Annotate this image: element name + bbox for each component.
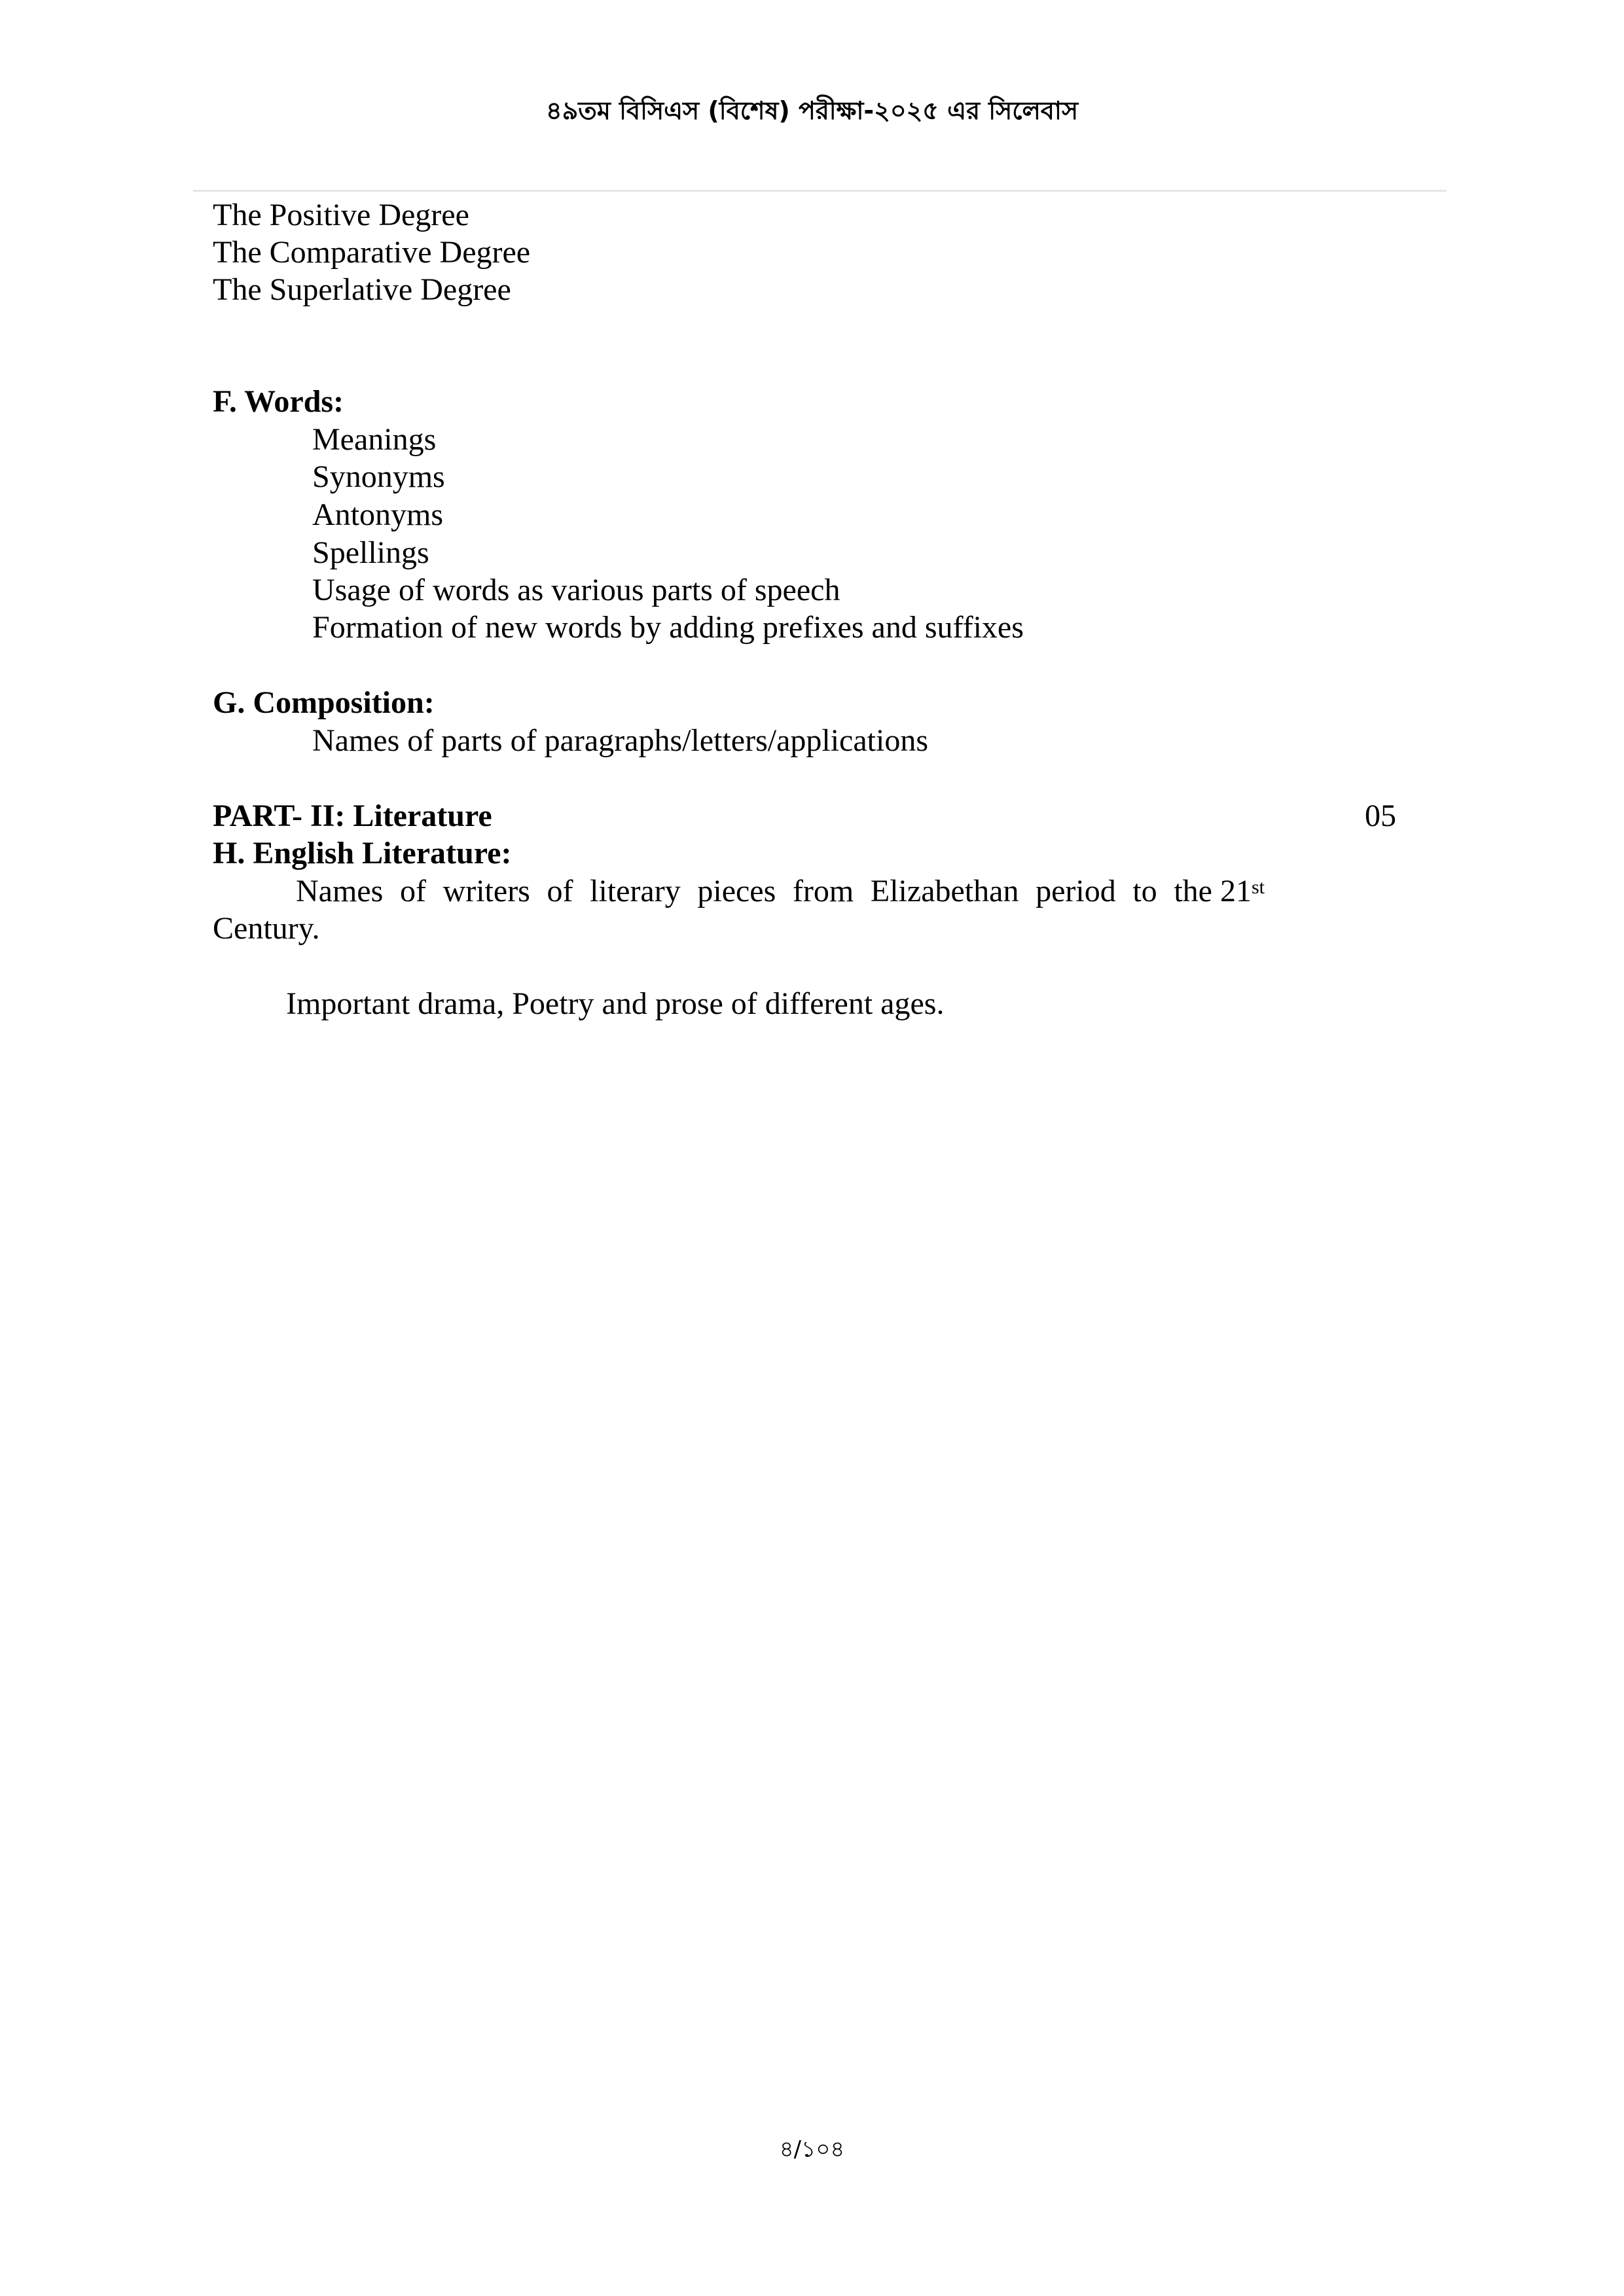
para-word: the — [1174, 874, 1212, 908]
part-two-marks: 05 — [1365, 798, 1396, 833]
para-word-ordinal — [1174, 872, 1265, 910]
part-two-heading: PART- II: Literature — [213, 798, 492, 833]
section-f-item-meanings: Meanings — [312, 422, 437, 457]
para-word: Elizabethan — [870, 874, 1019, 908]
section-f-heading: F. Words: — [213, 384, 344, 419]
section-h-heading: H. English Literature: — [213, 836, 512, 870]
section-g-heading: G. Composition: — [213, 685, 435, 720]
header-divider — [193, 190, 1447, 192]
para-word: pieces — [697, 874, 776, 908]
section-h-paragraph-line-1 — [296, 872, 1265, 910]
section-f-item-usage: Usage of words as various parts of speech — [312, 573, 840, 607]
section-f-item-antonyms: Antonyms — [312, 497, 444, 532]
degree-positive: The Positive Degree — [213, 198, 469, 232]
para-word: period — [1036, 874, 1116, 908]
para-word: from — [792, 874, 854, 908]
ordinal-number: 21 — [1219, 874, 1252, 908]
section-h-paragraph-2: Important drama, Poetry and prose of different ages. — [286, 986, 945, 1021]
section-f-item-synonyms: Synonyms — [312, 459, 445, 494]
para-word: to — [1132, 874, 1157, 908]
section-h-paragraph-line-2: Century. — [213, 911, 320, 946]
section-f-item-formation: Formation of new words by adding prefixes and suffixes — [312, 610, 1024, 645]
para-word: writers — [442, 874, 530, 908]
section-f-item-spellings: Spellings — [312, 535, 429, 570]
page-header-title: ৪৯তম বিসিএস (বিশেষ) পরীক্ষা-২০২৫ এর সিলেবাস — [545, 96, 1079, 125]
section-g-item-names-of-parts: Names of parts of paragraphs/letters/applications — [312, 723, 929, 758]
degree-superlative: The Superlative Degree — [213, 272, 511, 307]
para-word: of — [399, 874, 426, 908]
degree-comparative: The Comparative Degree — [213, 235, 531, 270]
para-word: of — [547, 874, 573, 908]
ordinal-suffix: st — [1251, 876, 1265, 898]
page-number: ৪/১০৪ — [779, 2136, 845, 2162]
para-word: Names — [296, 874, 384, 908]
para-word: literary — [590, 874, 681, 908]
